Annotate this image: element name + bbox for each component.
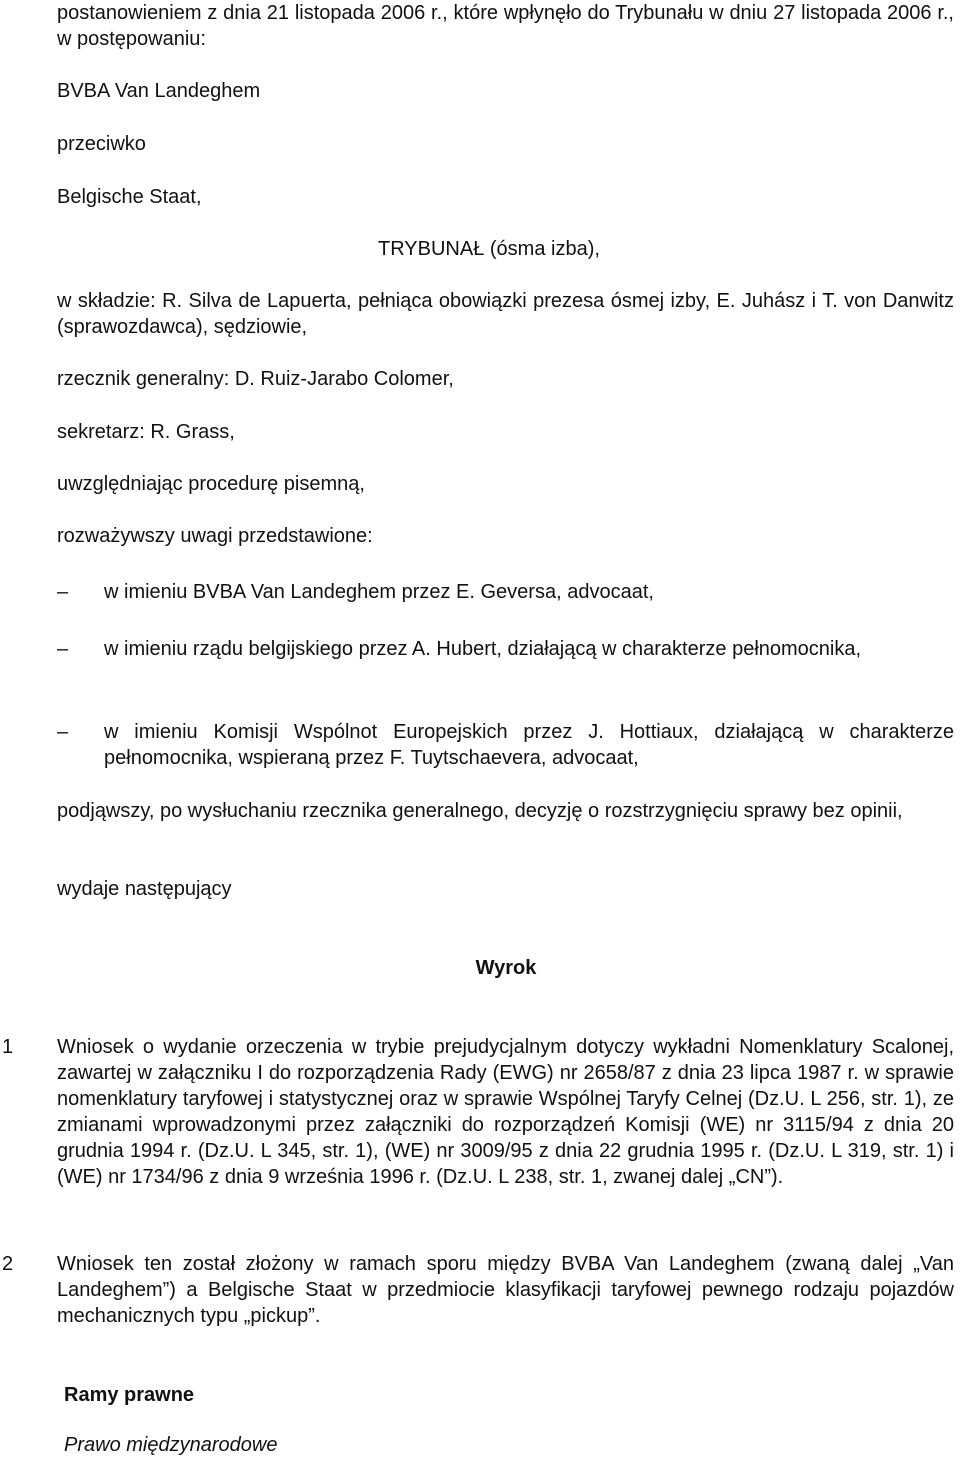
paragraph-text: Wniosek o wydanie orzeczenia w trybie prejudycjalnym dotyczy wykładni Nomenklatury Scalonej, zawartej w załączniku I do rozporządzenia Rady (EWG) nr 2658/87 z dnia 23 lipca 1987 r. w sprawie nomenklatury taryfowej i statystycznej oraz w sprawie Wspólnej Taryfy Celnej (Dz.U. L 256, str. 1), ze zmianami wprowadzonymi przez załączniki do rozporządzeń Komisji (WE) nr 3115/94 z dnia 20 grudnia 1994 r. (Dz.U. L 345, str. 1), (WE) nr 3009/95 z dnia 22 grudnia 1995 r. (Dz.U. L 319, str. 1) i (WE) nr 1734/96 z dnia 9 września 1996 r. (Dz.U. L 238, str. 1, zwanej dalej „CN”). — [57, 1036, 954, 1188]
observation-text: w imieniu Komisji Wspólnot Europejskich przez J. Hottiaux, działającą w charakterze pełnomocnika, wspieraną przez F. Tuytschaevera, advocaat, — [104, 721, 954, 769]
court-name: TRYBUNAŁ (ósma izba), — [378, 238, 600, 260]
paragraph-text: Wniosek ten został złożony w ramach sporu między BVBA Van Landeghem (zwaną dalej „Van Landeghem”) a Belgische Staat w przedmiocie klasyfikacji taryfowej pewnego rodzaju pojazdów mechanicznych typu „pickup”. — [57, 1253, 954, 1327]
judgment-heading: Wyrok — [475, 957, 537, 979]
paragraph-number: 1 — [2, 1036, 14, 1058]
advocate-general: rzecznik generalny: D. Ruiz-Jarabo Colomer, — [57, 368, 454, 390]
party-defendant: Belgische Staat, — [57, 186, 202, 208]
delivers-label: wydaje następujący — [57, 878, 232, 900]
dash-bullet: – — [57, 721, 69, 743]
dash-bullet: – — [57, 581, 69, 603]
versus-label: przeciwko — [57, 133, 146, 155]
party-applicant: BVBA Van Landeghem — [57, 80, 261, 102]
observation-text: w imieniu rządu belgijskiego przez A. Hubert, działającą w charakterze pełnomocnika, — [104, 638, 862, 660]
composition-paragraph: w składzie: R. Silva de Lapuerta, pełniąca obowiązki prezesa ósmej izby, E. Juhász i T. von Danwitz (sprawozdawca), sędziowie, — [57, 290, 954, 338]
written-procedure: uwzględniając procedurę pisemną, — [57, 473, 365, 495]
subsection-heading: Prawo międzynarodowe — [64, 1434, 278, 1456]
dash-bullet: – — [57, 638, 69, 660]
section-heading: Ramy prawne — [64, 1384, 195, 1406]
registrar: sekretarz: R. Grass, — [57, 421, 235, 443]
paragraph-number: 2 — [2, 1253, 14, 1275]
decision-paragraph: podjąwszy, po wysłuchaniu rzecznika generalnego, decyzję o rozstrzygnięciu sprawy bez opinii, — [57, 800, 903, 822]
observations-intro: rozważywszy uwagi przedstawione: — [57, 525, 373, 547]
intro-paragraph: postanowieniem z dnia 21 listopada 2006 r., które wpłynęło do Trybunału w dniu 27 listopada 2006 r., w postępowaniu: — [57, 2, 954, 50]
observation-text: w imieniu BVBA Van Landeghem przez E. Geversa, advocaat, — [104, 581, 654, 603]
